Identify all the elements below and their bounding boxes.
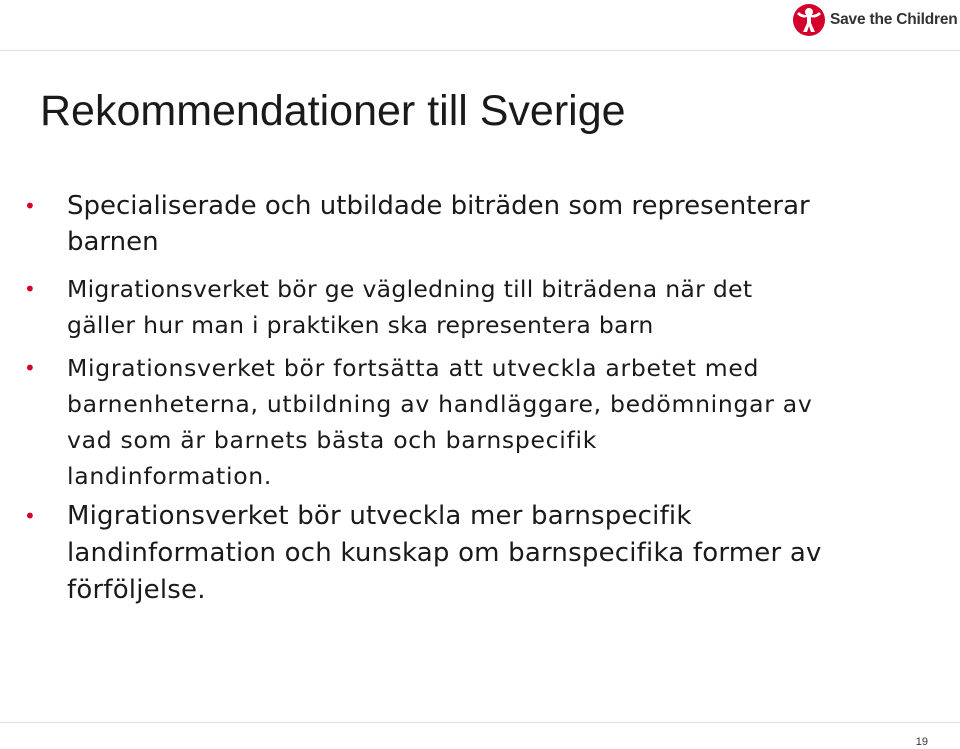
footer-divider (0, 722, 960, 723)
bullet-dot-icon: • (24, 194, 36, 218)
slide-title: Rekommendationer till Sverige (40, 87, 626, 135)
bullet-item (0, 350, 960, 494)
bullet-text-line: landinformation. (67, 462, 273, 490)
save-the-children-logo (792, 2, 958, 38)
bullet-text-line: Migrationsverket bör fortsätta att utveckla arbetet med (67, 354, 760, 382)
bullet-text-line: Specialiserade och utbildade biträden som representerar (67, 191, 810, 221)
bullet-list (0, 188, 960, 609)
bullet-dot-icon: • (24, 504, 36, 528)
bullet-item (0, 271, 960, 343)
header-divider (0, 50, 960, 51)
bullet-dot-icon: • (24, 356, 37, 380)
bullet-item (0, 498, 960, 609)
bullet-text-line: barnen (67, 227, 159, 257)
bullet-text-line: vad som är barnets bästa och barnspecifik (67, 426, 598, 454)
bullet-item (0, 188, 960, 260)
bullet-dot-icon: • (24, 277, 37, 301)
logo-text: Save the Children (830, 11, 958, 28)
page-number: 19 (915, 736, 928, 748)
bullet-text-line: barnenheterna, utbildning av handläggare, bedömningar av (67, 390, 813, 418)
save-the-children-emblem-icon (792, 3, 826, 37)
bullet-text-line: gäller hur man i praktiken ska representera barn (67, 311, 654, 339)
bullet-text-line: Migrationsverket bör ge vägledning till biträdena när det (67, 275, 753, 303)
bullet-text-line: förföljelse. (67, 575, 206, 605)
bullet-text-line: landinformation och kunskap om barnspecifika former av (67, 538, 822, 568)
bullet-text-line: Migrationsverket bör utveckla mer barnspecifik (67, 501, 692, 531)
